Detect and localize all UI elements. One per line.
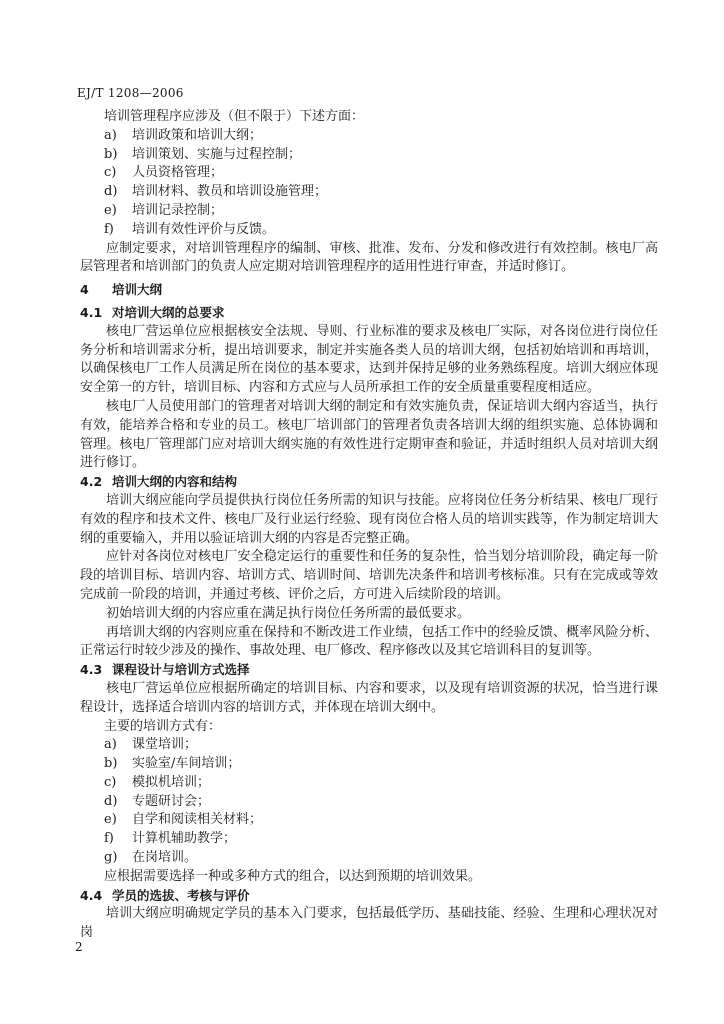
list-item [104,755,658,774]
document-body [80,108,658,943]
paragraph: 培训大纲应能向学员提供执行岗位任务所需的知识与技能。应将岗位任务分析结果、核电厂现行有效的程序和技术文件、核电厂及行业运行经验、现有岗位合格人员的培训实践等，作为制定培训大纲的重要输入，并用以验证培训大纲的内容是否完整正确。 [80,492,658,546]
list-marker: c) [104,774,117,790]
list-item [104,164,658,183]
list-item [104,127,658,146]
list-marker: g) [104,850,118,866]
subsection-heading [80,473,658,492]
list-item [104,849,658,868]
section-title: 对培训大纲的总要求 [112,304,225,320]
list-intro: 应根据需要选择一种或多种方式的组合，以达到预期的培训效果。 [104,868,482,884]
list-item [104,793,658,812]
page-number: 2 [75,940,83,954]
paragraph: 核电厂营运单位应根据核安全法规、导则、行业标准的要求及核电厂实际，对各岗位进行岗位任务分析和培训需求分析，提出培训要求，制定并实施各类人员的培训大纲，包括初始培训和再培训，以确保核电厂工作人员满足所在岗位的基本要求，达到并保持足够的业务熟练程度。培训大纲应体现安全第一的方针，培训目标、内容和方式应与人员所承担工作的安全质量重要程度相适应。 [80,323,658,396]
list-item [104,830,658,849]
list-marker: b) [104,146,118,162]
paragraph: 应制定要求，对培训管理程序的编制、审核、批准、发布、分发和修改进行有效控制。核电厂高层管理者和培训部门的负责人应定期对培训管理程序的适用性进行审查，并适时修订。 [80,240,658,275]
list-item-text: 培训材料、教员和培训设施管理； [132,184,328,200]
list-item [104,811,658,830]
list-marker: a) [104,127,117,143]
list-item-text: 自学和阅读相关材料； [132,812,263,828]
list-marker: a) [104,737,117,753]
list-item-text: 在岗培训。 [132,850,198,866]
section-title: 课程设计与培训方式选择 [112,662,250,678]
paragraph: 再培训大纲的内容则应重在保持和不断改进工作业绩，包括工作中的经验反馈、概率风险分析、正常运行时较少涉及的操作、事故处理、电厂修改、程序修改以及其它培训科目的复训等。 [80,624,658,659]
section-number: 4 [80,282,89,298]
paragraph: 培训大纲应明确规定学员的基本入门要求，包括最低学历、基础技能、经验、生理和心理状况对岗 [80,906,658,941]
list-item [104,183,658,202]
list-item-text: 培训有效性评价与反馈。 [132,221,276,237]
list-marker: d) [104,793,118,809]
list-item [104,202,658,221]
list-item-text: 专题研讨会； [132,793,211,809]
list-marker: b) [104,756,118,772]
list-item [104,146,658,165]
list-item-text: 课堂培训； [132,737,198,753]
list-marker: e) [104,812,117,828]
list-item [104,221,658,240]
section-number: 4.1 [80,304,103,320]
paragraph: 应针对各岗位对核电厂安全稳定运行的重要性和任务的复杂性，恰当划分培训阶段，确定每一阶段的培训目标、培训内容、培训方式、培训时间、培训先决条件和培训考核标准。只有在完成或等效完成前一阶段的培训，并通过考核、评价之后，方可进入后续阶段的培训。 [80,549,658,602]
document-code: EJ/T 1208—2006 [77,86,184,100]
list-marker: f) [104,831,114,847]
paragraph: 核电厂营运单位应根据所确定的培训目标、内容和要求，以及现有培训资源的状况，恰当进行课程设计，选择适合培训内容的培训方式，并体现在培训大纲中。 [80,680,658,715]
list-intro: 主要的培训方式有： [104,718,222,734]
paragraph: 核电厂人员使用部门的管理者对培训大纲的制定和有效实施负责，保证培训大纲内容适当，执行有效，能培养合格和专业的员工。核电厂培训部门的管理者负责各培训大纲的组织实施、总体协调和管理。核电厂管理部门应对培训大纲实施的有效性进行定期审查和验证，并适时组织人员对培训大纲进行修订。 [80,398,658,471]
list-marker: d) [104,184,118,200]
list-item [104,736,658,755]
list-item-text: 计算机辅助教学； [132,831,237,847]
subsection-heading [80,661,658,680]
list-item-text: 模拟机培训； [132,774,211,790]
list-item-text: 培训策划、实施与过程控制； [132,146,302,162]
subsection-heading [80,304,658,323]
section-number: 4.4 [80,887,103,903]
list-item-text: 人员资格管理； [132,165,224,181]
section-title: 学员的选拔、考核与评价 [112,887,250,903]
list-item-text: 培训政策和培训大纲； [132,127,263,143]
section-number: 4.2 [80,474,103,490]
list-item-text: 培训记录控制； [132,202,224,218]
list-item-text: 实验室/车间培训； [132,756,241,772]
section-title: 培训大纲 [112,282,163,298]
section-heading [80,281,658,300]
subsection-heading [80,887,658,906]
paragraph: 初始培训大纲的内容应重在满足执行岗位任务所需的最低要求。 [106,605,471,621]
section-title: 培训大纲的内容和结构 [112,474,238,490]
list-marker: e) [104,202,117,218]
list-marker: f) [104,221,114,237]
list-marker: c) [104,165,117,181]
list-item [104,774,658,793]
section-number: 4.3 [80,662,103,678]
list-intro: 培训管理程序应涉及（但不限于）下述方面： [104,109,365,124]
